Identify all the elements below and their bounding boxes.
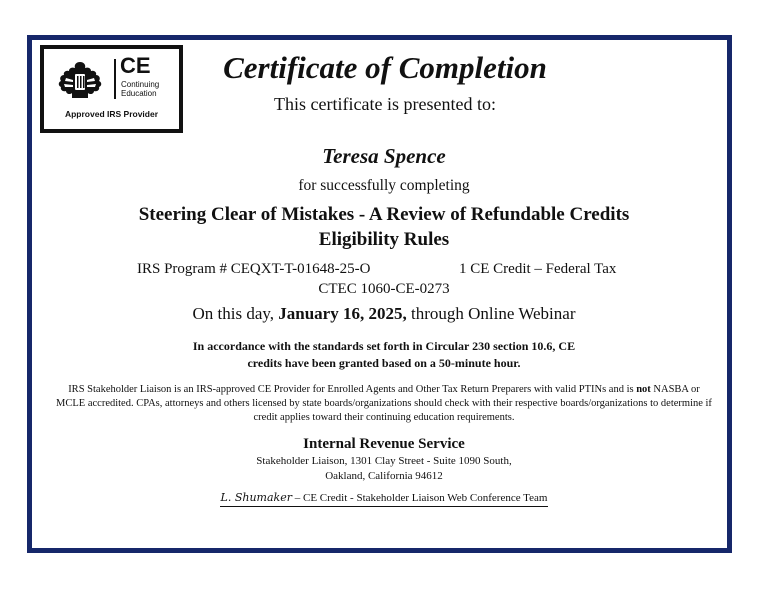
issuer-address-line1: Stakeholder Liaison, 1301 Clay Street - Suite 1090 South, bbox=[256, 455, 512, 467]
irs-eagle-icon bbox=[54, 58, 106, 102]
issuer-name: Internal Revenue Service bbox=[303, 436, 465, 452]
accordance-line1: In accordance with the standards set forth in Circular 230 section 10.6, CE bbox=[192, 339, 576, 353]
certificate-title: Certificate of Completion bbox=[223, 50, 547, 85]
completion-date-line: On this day, January 16, 2025, through Online Webinar bbox=[192, 304, 576, 323]
ctec-number: CTEC 1060-CE-0273 bbox=[318, 281, 450, 297]
completion-date: January 16, 2025, bbox=[278, 304, 407, 323]
accordance-line2: credits have been granted based on a 50-minute hour. bbox=[247, 356, 521, 370]
ce-credit-amount: 1 CE Credit – Federal Tax bbox=[459, 261, 617, 277]
issuer-address-line2: Oakland, California 94612 bbox=[325, 470, 443, 482]
logo-provider-label: Approved IRS Provider bbox=[64, 109, 159, 119]
completing-text: for successfully completing bbox=[298, 177, 470, 194]
signature-title: – CE Credit - Stakeholder Liaison Web Conference Team bbox=[291, 492, 548, 504]
presented-to-text: This certificate is presented to: bbox=[274, 94, 496, 114]
signature-name: L. Shumaker bbox=[220, 491, 292, 504]
recipient-name: Teresa Spence bbox=[322, 144, 446, 168]
logo-divider bbox=[114, 59, 116, 99]
course-title-line2: Eligibility Rules bbox=[318, 229, 450, 250]
signature-line bbox=[0, 490, 768, 507]
irs-program-number: IRS Program # CEQXT-T-01648-25-O bbox=[137, 261, 371, 277]
disclaimer-text: IRS Stakeholder Liaison is an IRS-approved CE Provider for Enrolled Agents and Other Tax Return Preparers with valid PTINs and is not NASBA or MCLE accredited. CPAs, attorneys and others licensed by state boards/organizations should check with their respective boards/organizations to determine if credit applies toward their continuing education requirements. bbox=[56, 384, 712, 423]
logo-subtitle: Continuing Education bbox=[121, 80, 160, 98]
logo-ce-mark: CE bbox=[120, 53, 151, 78]
course-title-line1: Steering Clear of Mistakes - A Review of Refundable Credits bbox=[138, 204, 630, 225]
